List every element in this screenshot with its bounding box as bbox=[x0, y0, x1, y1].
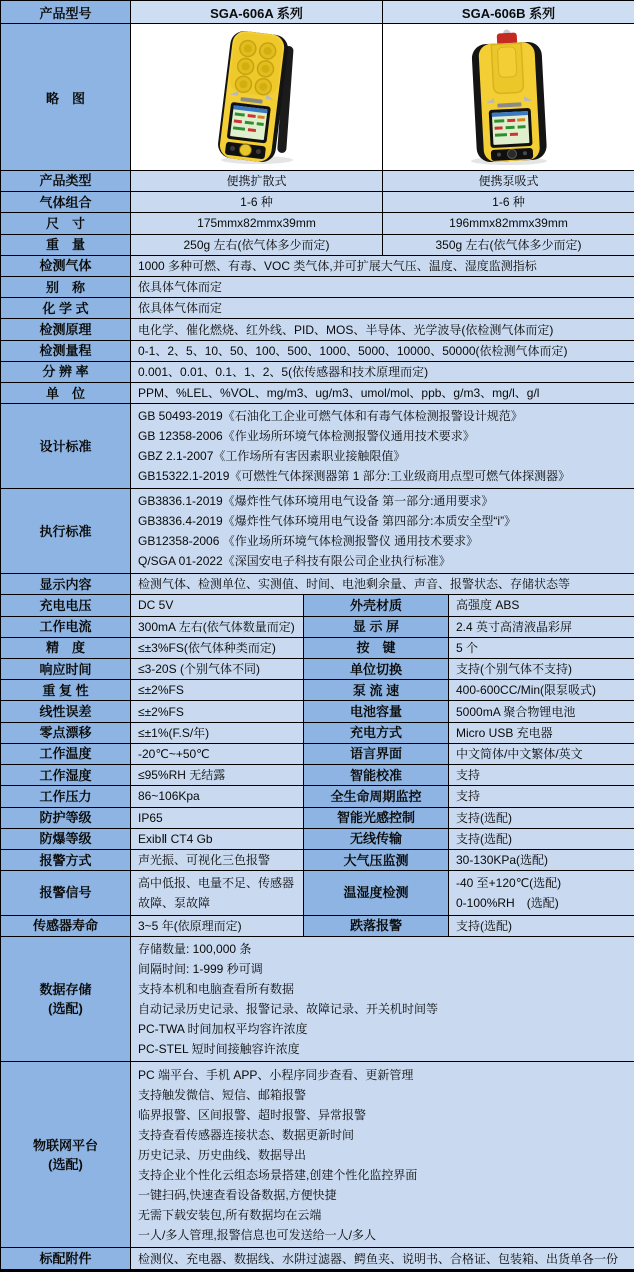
spec-label-line: 精 度 bbox=[45, 640, 85, 656]
spec-value-line: 支持本机和电脑查看所有数据 bbox=[138, 982, 295, 997]
spec-label-line: (选配) bbox=[48, 1001, 83, 1017]
spec-label bbox=[1, 170, 131, 191]
spec-label bbox=[304, 680, 449, 701]
spec-value bbox=[131, 849, 304, 870]
spec-value-b bbox=[383, 170, 634, 191]
spec-value-line: 电化学、催化燃烧、红外线、PID、MOS、半导体、光学波导(依检测气体而定) bbox=[138, 322, 554, 337]
spec-value bbox=[131, 298, 634, 319]
spec-label bbox=[1, 722, 131, 743]
table-row bbox=[1, 743, 634, 764]
spec-value-line: 30-130KPa(选配) bbox=[456, 853, 549, 868]
spec-label bbox=[1, 319, 131, 340]
spec-value bbox=[131, 340, 634, 361]
spec-value-line: 支持(选配) bbox=[456, 918, 512, 933]
spec-value-line: 支持(个别气体不支持) bbox=[456, 662, 572, 677]
spec-value-line: 86~106Kpa bbox=[138, 789, 200, 804]
spec-label-line: 重 量 bbox=[45, 237, 85, 253]
spec-value-line: 0-1、2、5、10、50、100、500、1000、5000、10000、50000(依检测气体而定) bbox=[138, 343, 568, 358]
table-row bbox=[1, 807, 634, 828]
spec-value bbox=[131, 765, 304, 786]
spec-label-line: 按 键 bbox=[356, 640, 396, 656]
table-row bbox=[1, 340, 634, 361]
spec-value-line: 自动记录历史记录、报警记录、故障记录、开关机时间等 bbox=[138, 1002, 439, 1017]
spec-label-line: 泵 流 速 bbox=[352, 682, 400, 698]
spec-label bbox=[1, 276, 131, 297]
spec-label-line: 防爆等级 bbox=[39, 831, 92, 847]
spec-value-b-line: 196mmx82mmx39mm bbox=[449, 216, 568, 231]
spec-label-line: 工作温度 bbox=[39, 746, 92, 762]
spec-label bbox=[1, 915, 131, 936]
spec-value bbox=[131, 680, 304, 701]
table-row bbox=[1, 170, 634, 191]
spec-label bbox=[304, 807, 449, 828]
spec-value-line: 300mA 左右(依气体数量而定) bbox=[138, 619, 295, 634]
sga-606a-device-photo-icon bbox=[182, 27, 332, 167]
spec-label bbox=[1, 828, 131, 849]
spec-value-line: -40 至+120℃(选配) bbox=[456, 875, 562, 890]
spec-label bbox=[304, 701, 449, 722]
spec-value bbox=[131, 637, 304, 658]
spec-value-line: 一人/多人管理,报警信息也可发送给一人/多人 bbox=[138, 1227, 377, 1242]
spec-label-line: 报警信号 bbox=[39, 885, 92, 901]
spec-label-line: 设计标准 bbox=[39, 438, 92, 454]
spec-label bbox=[1, 383, 131, 404]
spec-value-line: 检测气体、检测单位、实测值、时间、电池剩余量、声音、报警状态、存储状态等 bbox=[138, 577, 571, 592]
table-row bbox=[1, 298, 634, 319]
spec-label bbox=[304, 765, 449, 786]
table-row bbox=[1, 849, 634, 870]
spec-value bbox=[131, 1248, 634, 1271]
spec-label-line: 全生命周期监控 bbox=[330, 788, 422, 804]
spec-value-line: 0.001、0.01、0.1、1、2、5(依传感器和技术原理而定) bbox=[138, 364, 429, 379]
spec-label bbox=[1, 807, 131, 828]
spec-value-line: 一键扫码,快速查看设备数据,方便快捷 bbox=[138, 1187, 337, 1202]
spec-value-line: 依具体气体而定 bbox=[138, 301, 223, 316]
spec-value-a bbox=[131, 234, 383, 255]
spec-label-line: 工作压力 bbox=[39, 788, 92, 804]
spec-value-line: PC 端平台、手机 APP、小程序同步查看、更新管理 bbox=[138, 1067, 414, 1082]
spec-value-line: 支持 bbox=[456, 789, 481, 804]
spec-value bbox=[131, 255, 634, 276]
spec-value-line: Micro USB 充电器 bbox=[456, 725, 553, 740]
table-row bbox=[1, 915, 634, 936]
spec-value bbox=[131, 1062, 634, 1248]
spec-value-line: ≤±3%FS(依气体种类而定) bbox=[138, 640, 276, 655]
spec-value bbox=[449, 828, 634, 849]
spec-value-line: -20℃~+50℃ bbox=[138, 746, 210, 761]
spec-value bbox=[131, 276, 634, 297]
spec-value-line: Q/SGA 01-2022《深国安电子科技有限公司企业执行标准》 bbox=[138, 554, 451, 569]
spec-label bbox=[1, 213, 131, 234]
spec-value-line: ≤±2%FS bbox=[138, 683, 184, 698]
sketch-row bbox=[1, 24, 634, 171]
spec-label-line: 充电方式 bbox=[349, 725, 402, 741]
spec-value bbox=[131, 915, 304, 936]
spec-value-line: 高中低报、电量不足、传感器 bbox=[138, 875, 295, 890]
spec-value bbox=[131, 786, 304, 807]
spec-value bbox=[131, 319, 634, 340]
spec-value-b bbox=[383, 192, 634, 213]
spec-value bbox=[449, 722, 634, 743]
spec-label-line: 产品类型 bbox=[39, 173, 92, 189]
device-b-cell bbox=[383, 24, 634, 171]
spec-value-line: GB12358-2006 《作业场所环境气体检测报警仪 通用技术要求》 bbox=[138, 534, 479, 549]
spec-label-line: 执行标准 bbox=[39, 523, 92, 539]
header-row bbox=[1, 1, 634, 24]
table-row bbox=[1, 213, 634, 234]
spec-value-line: 临界报警、区间报警、超时报警、异常报警 bbox=[138, 1107, 367, 1122]
spec-label bbox=[304, 786, 449, 807]
spec-value-line: 0-100%RH (选配) bbox=[456, 895, 559, 910]
spec-value-a-line: 1-6 种 bbox=[240, 195, 273, 210]
spec-value-line: 5000mA 聚合物锂电池 bbox=[456, 704, 576, 719]
spec-value-line: 3~5 年(依原理而定) bbox=[138, 918, 242, 933]
spec-value-line: 依具体气体而定 bbox=[138, 280, 223, 295]
spec-value bbox=[449, 743, 634, 764]
sketch-label: 略 图 bbox=[1, 24, 131, 171]
table-row bbox=[1, 574, 634, 595]
spec-value-line: 支持(选配) bbox=[456, 831, 512, 846]
spec-label-line: 工作湿度 bbox=[39, 767, 92, 783]
spec-value-line: PC-TWA 时间加权平均容许浓度 bbox=[138, 1022, 308, 1037]
spec-value-line: ≤±1%(F.S/年) bbox=[138, 725, 210, 740]
spec-label-line: 智能光感控制 bbox=[336, 810, 415, 826]
table-row bbox=[1, 765, 634, 786]
spec-value bbox=[131, 404, 634, 489]
spec-value-line: 400-600CC/Min(限泵吸式) bbox=[456, 683, 597, 698]
spec-value-line: 无需下载安装包,所有数据均在云端 bbox=[138, 1207, 322, 1222]
spec-label-line: 检测量程 bbox=[39, 343, 92, 359]
spec-value bbox=[449, 616, 634, 637]
spec-label-line: 充电电压 bbox=[39, 597, 92, 613]
table-row bbox=[1, 319, 634, 340]
spec-value-line: GB 12358-2006《作业场所环境气体检测报警仪通用技术要求》 bbox=[138, 429, 475, 444]
spec-label bbox=[1, 765, 131, 786]
spec-value bbox=[449, 637, 634, 658]
spec-label bbox=[1, 192, 131, 213]
spec-label-line: 标配附件 bbox=[39, 1251, 92, 1267]
table-row bbox=[1, 722, 634, 743]
table-row bbox=[1, 701, 634, 722]
table-row bbox=[1, 658, 634, 679]
spec-value bbox=[449, 849, 634, 870]
sga-606b-device-photo-icon bbox=[434, 27, 584, 167]
spec-value bbox=[131, 616, 304, 637]
spec-value-line: PPM、%LEL、%VOL、mg/m3、ug/m3、umol/mol、ppb、g/m3、mg/l、g/l bbox=[138, 386, 540, 401]
spec-label-line: 化 学 式 bbox=[42, 300, 89, 316]
spec-label-line: 别 称 bbox=[45, 279, 85, 295]
spec-value-line: GB15322.1-2019《可燃性气体探测器第 1 部分:工业级商用点型可燃气体探测器》 bbox=[138, 469, 571, 484]
spec-label bbox=[1, 658, 131, 679]
spec-label-line: 跌落报警 bbox=[349, 918, 402, 934]
spec-value-a bbox=[131, 192, 383, 213]
spec-value bbox=[131, 936, 634, 1061]
table-row bbox=[1, 680, 634, 701]
spec-label-line: 大气压监测 bbox=[343, 852, 409, 868]
spec-value-line: IP65 bbox=[138, 810, 163, 825]
spec-label-line: 电池容量 bbox=[349, 704, 402, 720]
spec-label bbox=[1, 574, 131, 595]
spec-value-line: GB 50493-2019《石油化工企业可燃气体和有毒气体检测报警设计规范》 bbox=[138, 409, 523, 424]
header-product-model: 产品型号 bbox=[1, 1, 131, 24]
spec-value-a-line: 175mmx82mmx39mm bbox=[197, 216, 316, 231]
spec-label-line: 数据存储 bbox=[39, 982, 92, 998]
spec-value bbox=[131, 701, 304, 722]
spec-label bbox=[1, 595, 131, 616]
spec-label-line: 温湿度检测 bbox=[343, 885, 409, 901]
spec-value-b bbox=[383, 213, 634, 234]
spec-value bbox=[131, 871, 304, 915]
spec-label bbox=[1, 616, 131, 637]
spec-value-b-line: 1-6 种 bbox=[492, 195, 525, 210]
spec-value bbox=[449, 595, 634, 616]
spec-value-line: 故障、泵故障 bbox=[138, 895, 211, 910]
spec-value-b-line: 便携泵吸式 bbox=[478, 173, 539, 188]
spec-value-line: 5 个 bbox=[456, 640, 479, 655]
spec-value bbox=[449, 765, 634, 786]
spec-label bbox=[1, 404, 131, 489]
spec-value-line: 支持(选配) bbox=[456, 810, 512, 825]
spec-value-line: 声光振、可视化三色报警 bbox=[138, 853, 271, 868]
spec-value-line: ≤3-20S (个别气体不同) bbox=[138, 662, 260, 677]
spec-label-line: 分 辨 率 bbox=[42, 364, 89, 380]
spec-value-line: 间隔时间: 1-999 秒可调 bbox=[138, 962, 263, 977]
table-row bbox=[1, 255, 634, 276]
spec-label-line: 气体组合 bbox=[39, 194, 92, 210]
spec-label bbox=[1, 298, 131, 319]
device-a-cell bbox=[131, 24, 383, 171]
spec-label-line: 检测原理 bbox=[39, 322, 92, 337]
table-row bbox=[1, 828, 634, 849]
spec-value-line: 历史记录、历史曲线、数据导出 bbox=[138, 1147, 307, 1162]
spec-value bbox=[449, 786, 634, 807]
spec-value-line: 中文简体/中文繁体/英文 bbox=[456, 746, 583, 761]
spec-value-line: GB3836.1-2019《爆炸性气体环境用电气设备 第一部分:通用要求》 bbox=[138, 494, 494, 509]
spec-label-line: 智能校准 bbox=[349, 767, 402, 783]
spec-label bbox=[1, 489, 131, 574]
spec-value-line: 检测仪、充电器、数据线、水阱过滤器、鳄鱼夹、说明书、合格证、包装箱、出货单各一份 bbox=[138, 1251, 619, 1266]
spec-value-a bbox=[131, 170, 383, 191]
spec-label-line: 物联网平台 bbox=[32, 1137, 98, 1153]
spec-label-line: 报警方式 bbox=[39, 852, 92, 868]
spec-value-line: GBZ 2.1-2007《工作场所有害因素职业接触限值》 bbox=[138, 449, 406, 464]
spec-label bbox=[304, 658, 449, 679]
spec-value-line: 高强度 ABS bbox=[456, 598, 520, 613]
spec-value bbox=[131, 658, 304, 679]
spec-label bbox=[1, 701, 131, 722]
table-row bbox=[1, 936, 634, 1061]
spec-value-a bbox=[131, 213, 383, 234]
spec-label bbox=[304, 616, 449, 637]
spec-label bbox=[1, 234, 131, 255]
table-row bbox=[1, 276, 634, 297]
table-row bbox=[1, 1248, 634, 1271]
spec-label bbox=[1, 936, 131, 1061]
table-row bbox=[1, 637, 634, 658]
table-row bbox=[1, 595, 634, 616]
table-row bbox=[1, 871, 634, 915]
spec-value-a-line: 250g 左右(依气体多少而定) bbox=[183, 237, 330, 252]
spec-value bbox=[131, 574, 634, 595]
table-row bbox=[1, 489, 634, 574]
spec-value-line: 1000 多种可燃、有毒、VOC 类气体,并可扩展大气压、温度、湿度监测指标 bbox=[138, 258, 537, 273]
spec-value-b-line: 350g 左右(依气体多少而定) bbox=[435, 237, 582, 252]
spec-label-line: 外壳材质 bbox=[349, 597, 402, 613]
spec-label bbox=[304, 828, 449, 849]
spec-label-line: 尺 寸 bbox=[45, 215, 85, 231]
spec-label-line: 显 示 屏 bbox=[352, 619, 400, 635]
table-row bbox=[1, 361, 634, 382]
spec-value bbox=[449, 658, 634, 679]
spec-label-line: 工作电流 bbox=[39, 619, 92, 635]
spec-label bbox=[1, 743, 131, 764]
header-series-b: SGA-606B 系列 bbox=[383, 1, 634, 24]
spec-value-line: 支持触发微信、短信、邮箱报警 bbox=[138, 1087, 307, 1102]
spec-label-line: 显示内容 bbox=[39, 576, 92, 592]
spec-label-line: 无线传输 bbox=[349, 831, 402, 847]
spec-label-line: 响应时间 bbox=[39, 661, 92, 677]
spec-label-line: (选配) bbox=[48, 1156, 83, 1172]
table-row bbox=[1, 1062, 634, 1248]
spec-label-line: 单位切换 bbox=[349, 661, 402, 677]
spec-value-line: DC 5V bbox=[138, 598, 174, 613]
spec-label bbox=[1, 255, 131, 276]
spec-label-line: 检测气体 bbox=[39, 258, 92, 274]
spec-value-a-line: 便携扩散式 bbox=[226, 173, 287, 188]
spec-label-line: 零点漂移 bbox=[39, 725, 92, 741]
spec-value bbox=[131, 722, 304, 743]
spec-label bbox=[304, 637, 449, 658]
spec-value-line: ExibⅡ CT4 Gb bbox=[138, 831, 213, 846]
spec-value bbox=[131, 743, 304, 764]
spec-value-line: ≤95%RH 无结露 bbox=[138, 768, 226, 783]
spec-value bbox=[449, 871, 634, 915]
spec-value bbox=[449, 701, 634, 722]
spec-label bbox=[304, 743, 449, 764]
spec-label bbox=[1, 1248, 131, 1271]
spec-value-line: 支持企业个性化云组态场景搭建,创建个性化监控界面 bbox=[138, 1167, 418, 1182]
spec-value bbox=[449, 915, 634, 936]
spec-value bbox=[131, 828, 304, 849]
spec-value bbox=[131, 595, 304, 616]
header-series-a: SGA-606A 系列 bbox=[131, 1, 383, 24]
spec-label-line: 防护等级 bbox=[39, 810, 92, 826]
spec-label bbox=[1, 637, 131, 658]
spec-value bbox=[131, 361, 634, 382]
spec-value-line: ≤±2%FS bbox=[138, 704, 184, 719]
spec-value-line: 支持 bbox=[456, 768, 481, 783]
spec-label bbox=[1, 1062, 131, 1248]
spec-value bbox=[449, 680, 634, 701]
spec-label bbox=[304, 722, 449, 743]
table-row bbox=[1, 616, 634, 637]
spec-value-line: GB3836.4-2019《爆炸性气体环境用电气设备 第四部分:本质安全型“i”》 bbox=[138, 514, 517, 529]
spec-label bbox=[304, 915, 449, 936]
spec-value-line: PC-STEL 短时间接触容许浓度 bbox=[138, 1042, 300, 1057]
spec-label-line: 线性误差 bbox=[39, 704, 92, 720]
spec-value bbox=[131, 383, 634, 404]
spec-value-b bbox=[383, 234, 634, 255]
spec-value-line: 支持查看传感器连接状态、数据更新时间 bbox=[138, 1127, 355, 1142]
spec-label-line: 语言界面 bbox=[349, 746, 402, 762]
spec-label bbox=[304, 849, 449, 870]
table-row bbox=[1, 234, 634, 255]
spec-label bbox=[1, 680, 131, 701]
spec-value bbox=[449, 807, 634, 828]
spec-label-line: 重 复 性 bbox=[42, 682, 89, 698]
table-row bbox=[1, 383, 634, 404]
spec-value bbox=[131, 807, 304, 828]
spec-label-line: 单 位 bbox=[45, 385, 85, 401]
spec-value-line: 2.4 英寸高清液晶彩屏 bbox=[456, 619, 573, 634]
spec-label bbox=[1, 871, 131, 915]
spec-label bbox=[1, 361, 131, 382]
spec-label bbox=[304, 595, 449, 616]
spec-label bbox=[1, 849, 131, 870]
spec-label bbox=[1, 340, 131, 361]
table-row bbox=[1, 404, 634, 489]
spec-label-line: 传感器寿命 bbox=[32, 918, 98, 934]
table-row bbox=[1, 192, 634, 213]
spec-value-line: 存储数量: 100,000 条 bbox=[138, 942, 252, 957]
spec-value bbox=[131, 489, 634, 574]
spec-label bbox=[304, 871, 449, 915]
spec-label bbox=[1, 786, 131, 807]
table-row bbox=[1, 786, 634, 807]
